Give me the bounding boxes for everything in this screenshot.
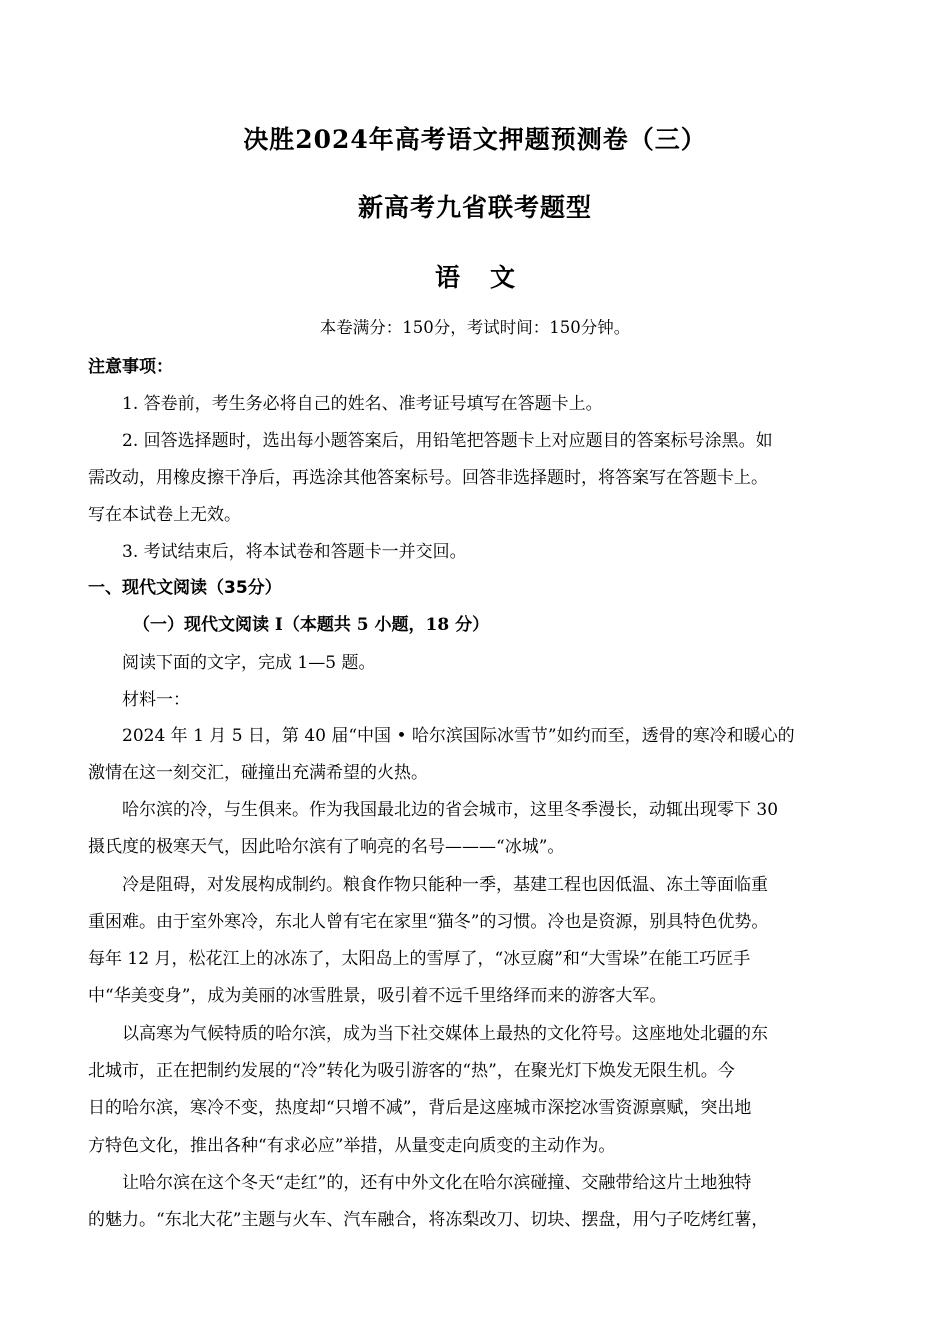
notice-item-2-line-3: 写在本试卷上无效。 bbox=[88, 505, 241, 525]
notice-item-2-line-2: 需改动，用橡皮擦干净后，再选涂其他答案标号。回答非选择题时，将答案写在答题卡上。 bbox=[88, 468, 768, 488]
notice-item-3: 3. 考试结束后，将本试卷和答题卡一并交回。 bbox=[122, 542, 467, 562]
passage-line: 冷是阻碍，对发展构成制约。粮食作物只能种一季，基建工程也因低温、冻土等面临重 bbox=[122, 875, 768, 895]
exam-info: 本卷满分：150分，考试时间：150分钟。 bbox=[319, 318, 631, 337]
passage-line: 中“华美变身”，成为美丽的冰雪胜景，吸引着不远千里络绎而来的游客大军。 bbox=[88, 986, 667, 1006]
passage-line: 以高寒为气候特质的哈尔滨，成为当下社交媒体上最热的文化符号。这座地处北疆的东 bbox=[122, 1024, 768, 1044]
exam-subject: 语文 bbox=[434, 263, 545, 292]
passage-line: 哈尔滨的冷，与生俱来。作为我国最北边的省会城市，这里冬季漫长，动辄出现零下 30 bbox=[122, 800, 779, 820]
exam-title: 决胜2024年高考语文押题预测卷（三） bbox=[243, 125, 707, 154]
subsection-heading: （一）现代文阅读 I（本题共 5 小题，18 分） bbox=[133, 615, 490, 635]
passage-line: 北城市，正在把制约发展的“冷”转化为吸引游客的“热”，在聚光灯下焕发无限生机。今 bbox=[88, 1061, 735, 1081]
section-heading: 一、现代文阅读（35分） bbox=[88, 578, 282, 598]
exam-subtitle: 新高考九省联考题型 bbox=[357, 193, 592, 222]
passage-line: 2024 年 1 月 5 日，第 40 届“中国 • 哈尔滨国际冰雪节”如约而至，透骨的寒冷和暖心的 bbox=[122, 726, 795, 746]
passage-line: 重困难。由于室外寒冷，东北人曾有宅在家里“猫冬”的习惯。冷也是资源，别具特色优势。 bbox=[88, 912, 769, 932]
instruction: 阅读下面的文字，完成 1—5 题。 bbox=[122, 653, 376, 673]
passage-line: 日的哈尔滨，寒冷不变，热度却“只增不减”，背后是这座城市深挖冰雪资源禀赋，突出地 bbox=[88, 1098, 752, 1118]
passage-line: 的魅力。“东北大花”主题与火车、汽车融合，将冻梨改刀、切块、摆盘，用勺子吃烤红薯， bbox=[88, 1210, 769, 1230]
notice-item-1: 1. 答卷前，考生务必将自己的姓名、准考证号填写在答题卡上。 bbox=[122, 394, 603, 414]
notice-heading: 注意事项： bbox=[88, 357, 173, 377]
notice-item-2-line-1: 2. 回答选择题时，选出每小题答案后，用铅笔把答题卡上对应题目的答案标号涂黑。如 bbox=[122, 431, 773, 451]
passage-line: 激情在这一刻交汇，碰撞出充满希望的火热。 bbox=[88, 763, 428, 783]
passage-line: 让哈尔滨在这个冬天“走红”的，还有中外文化在哈尔滨碰撞、交融带给这片土地独特 bbox=[122, 1173, 752, 1193]
passage-line: 摄氏度的极寒天气，因此哈尔滨有了响亮的名号———“冰城”。 bbox=[88, 837, 565, 857]
passage-line: 每年 12 月，松花江上的冰冻了，太阳岛上的雪厚了，“冰豆腐”和“大雪垛”在能工巧匠手 bbox=[88, 949, 751, 969]
material-label: 材料一： bbox=[122, 690, 190, 710]
passage-line: 方特色文化，推出各种“有求必应”举措，从量变走向质变的主动作为。 bbox=[88, 1136, 616, 1156]
